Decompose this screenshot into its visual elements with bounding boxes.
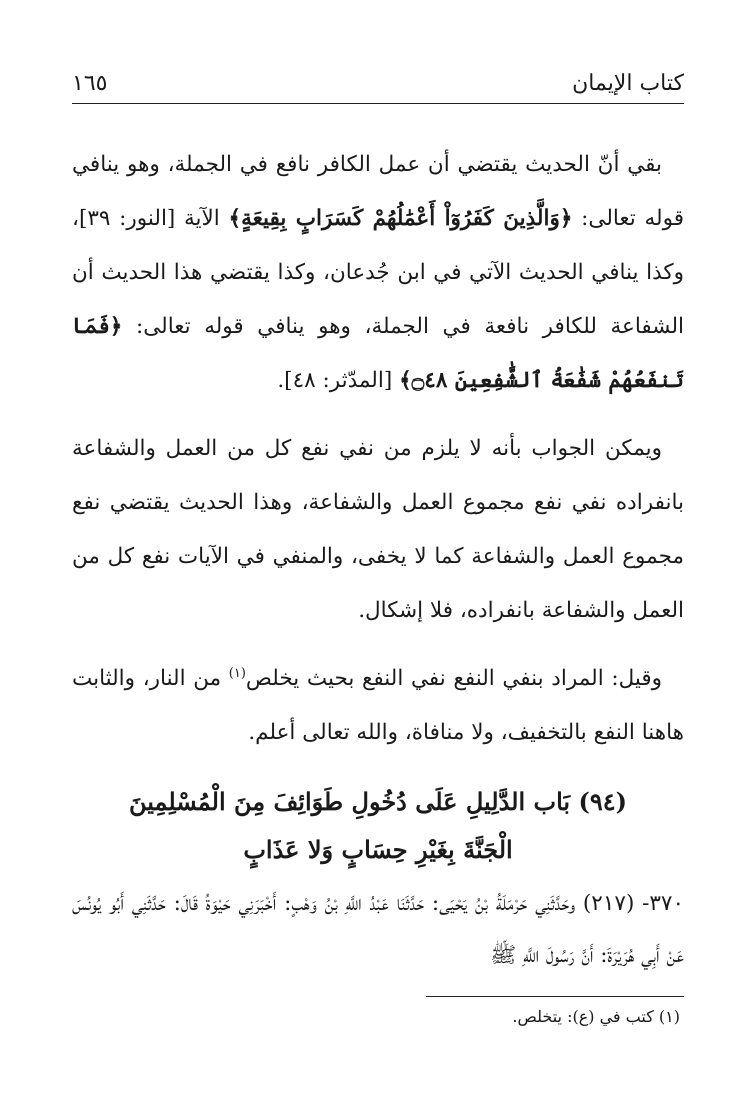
header-divider	[72, 103, 684, 104]
chapter-heading-line-1: (٩٤) بَاب الدَّلِيلِ عَلَى دُخُولِ طَوَائِفَ مِنَ الْمُسْلِمِينَ	[129, 787, 627, 816]
paragraph-1-part-3: [المدّثر: ٤٨].	[277, 368, 400, 393]
commentary-text	[72, 138, 684, 760]
quran-verse-1: ﴿وَالَّذِينَ كَفَرُوٓاْ أَعْمَٰلُهُمْ كَسَرَابٍ بِقِيعَةٍ﴾	[228, 206, 573, 231]
paragraph-1	[72, 138, 684, 408]
chapter-heading	[72, 778, 684, 874]
header-title: كتاب الإيمان	[572, 71, 684, 96]
paragraph-3-part-2: من النار، والثابت هاهنا النفع بالتخفيف، ولا منافاة، والله تعالى أعلم.	[72, 666, 684, 745]
paragraph-3-part-1: وقيل: المراد بنفي النفع نفي النفع بحيث يخلص	[245, 666, 662, 691]
paragraph-3	[72, 652, 684, 760]
page-number: ١٦٥	[72, 71, 108, 96]
footnote: (١) كتب في (ع): يتخلص.	[512, 1007, 680, 1026]
footnote-reference[interactable]: (١)	[228, 665, 246, 681]
chapter-heading-line-2: الْجَنَّةَ بِغَيْرِ حِسَابٍ وَلا عَذَابٍ	[243, 835, 513, 864]
paragraph-2: ويمكن الجواب بأنه لا يلزم من نفي نفع كل من العمل والشفاعة بانفراده نفي نفع مجموع العمل والشفاعة، وهذا الحديث يقتضي نفع مجموع العمل والشفاعة كما لا يخفى، والمنفي في الآيات نفع كل من العمل والشفاعة بانفراده، فلا إشكال.	[72, 436, 684, 623]
paragraph-1-part-1: بقي أنّ الحديث يقتضي أن عمل الكافر نافع في الجملة، وهو ينافي قوله تعالى:	[72, 152, 684, 231]
paragraph-1-part-2: الآية [النور: ٣٩]، وكذا ينافي الحديث الآتي في ابن جُدعان، وكذا يقتضي هذا الحديث أن الشفاعة للكافر نافعة في الجملة، وهو ينافي قوله تعالى:	[72, 206, 684, 339]
quran-verse-2: ﴿فَمَا تَنفَعُهُمْ شَفَٰعَةُ ٱلشَّٰفِعِينَ ۝٤٨﴾	[72, 314, 684, 393]
hadith-text: ٣٧٠- (٢١٧) وحَدَّثَنِي حَرْمَلَةُ بْنُ يَحْيَى: حَدَّثَنَا عَبْدُ اللَّهِ بْنُ وَهْبٍ: أَخْبَرَنِي حَيْوَةُ قَالَ: حَدَّثَنِي أَبُو يُونُسَ عَنْ أَبِي هُرَيْرَةَ: أَنَّ رَسُولَ اللَّهِ ﷺ	[72, 891, 684, 968]
footnote-divider	[426, 996, 684, 997]
running-header	[72, 60, 684, 96]
